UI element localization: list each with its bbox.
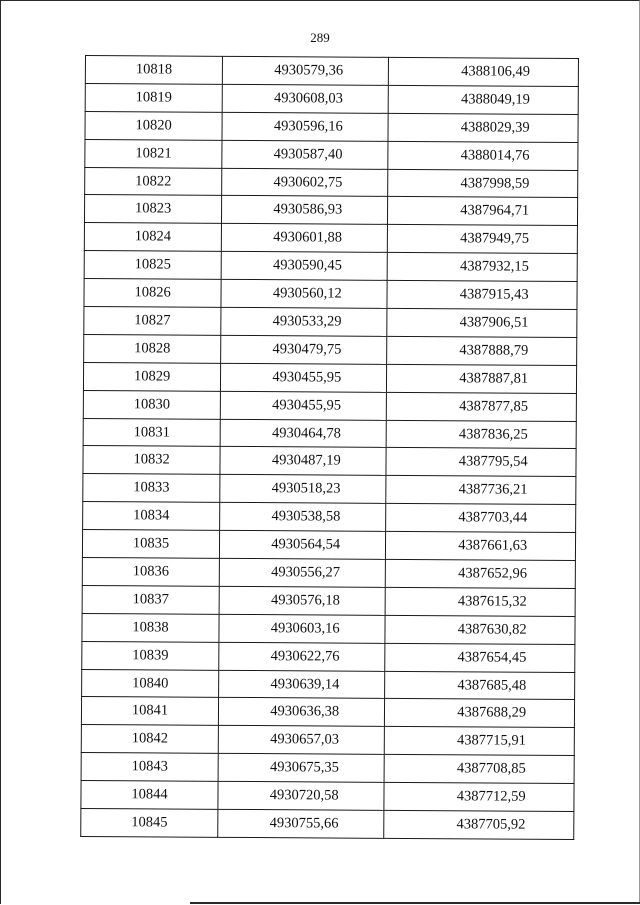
y-coordinate-cell: 4387705,92 <box>384 810 574 839</box>
x-coordinate-cell: 4930538,58 <box>220 503 386 532</box>
point-id-cell: 10843 <box>81 753 218 782</box>
x-coordinate-cell: 4930487,19 <box>220 447 386 476</box>
x-coordinate-cell: 4930464,78 <box>220 419 386 448</box>
table-row <box>82 613 575 644</box>
x-coordinate-cell: 4930675,35 <box>218 754 384 783</box>
table-row <box>83 446 576 477</box>
table-row <box>82 585 575 616</box>
table-row <box>82 669 575 700</box>
point-id-cell: 10829 <box>83 362 220 391</box>
y-coordinate-cell: 4388014,76 <box>388 141 578 170</box>
x-coordinate-cell: 4930755,66 <box>218 809 384 838</box>
point-id-cell: 10840 <box>82 669 219 698</box>
y-coordinate-cell: 4387887,81 <box>387 364 577 393</box>
table-row <box>84 307 577 338</box>
y-coordinate-cell: 4388106,49 <box>389 57 579 86</box>
y-coordinate-cell: 4387615,32 <box>385 587 575 616</box>
table-row <box>81 781 574 812</box>
table-row <box>85 83 578 114</box>
x-coordinate-cell: 4930596,16 <box>222 112 388 141</box>
table-row <box>82 558 575 589</box>
table-row <box>84 195 577 226</box>
point-id-cell: 10833 <box>83 474 220 503</box>
point-id-cell: 10825 <box>84 251 221 280</box>
point-id-cell: 10821 <box>85 139 222 168</box>
y-coordinate-cell: 4387795,54 <box>386 448 576 477</box>
x-coordinate-cell: 4930518,23 <box>220 475 386 504</box>
table-row <box>84 279 577 310</box>
table-row <box>81 697 574 728</box>
y-coordinate-cell: 4387736,21 <box>386 476 576 505</box>
x-coordinate-cell: 4930720,58 <box>218 781 384 810</box>
coordinates-table-body <box>81 56 579 840</box>
x-coordinate-cell: 4930586,93 <box>222 196 388 225</box>
y-coordinate-cell: 4388029,39 <box>388 113 578 142</box>
y-coordinate-cell: 4387685,48 <box>385 671 575 700</box>
point-id-cell: 10844 <box>81 781 218 810</box>
x-coordinate-cell: 4930608,03 <box>222 84 388 113</box>
table-row <box>82 530 575 561</box>
point-id-cell: 10834 <box>83 502 220 531</box>
point-id-cell: 10822 <box>85 167 222 196</box>
table-row <box>85 139 578 170</box>
y-coordinate-cell: 4387715,91 <box>385 727 575 756</box>
point-id-cell: 10838 <box>82 613 219 642</box>
table-row <box>83 390 576 421</box>
point-id-cell: 10831 <box>83 418 220 447</box>
point-id-cell: 10824 <box>84 223 221 252</box>
table-row <box>83 418 576 449</box>
x-coordinate-cell: 4930455,95 <box>220 391 386 420</box>
table-row <box>85 111 578 142</box>
table-row <box>81 753 574 784</box>
y-coordinate-cell: 4387915,43 <box>387 280 577 309</box>
point-id-cell: 10823 <box>84 195 221 224</box>
point-id-cell: 10832 <box>83 446 220 475</box>
y-coordinate-cell: 4387708,85 <box>384 755 574 784</box>
x-coordinate-cell: 4930622,76 <box>219 642 385 671</box>
x-coordinate-cell: 4930576,18 <box>219 586 385 615</box>
y-coordinate-cell: 4387888,79 <box>387 336 577 365</box>
y-coordinate-cell: 4387688,29 <box>385 699 575 728</box>
point-id-cell: 10820 <box>85 111 222 140</box>
y-coordinate-cell: 4387877,85 <box>387 392 577 421</box>
point-id-cell: 10826 <box>84 279 221 308</box>
table-row <box>84 251 577 282</box>
x-coordinate-cell: 4930564,54 <box>220 530 386 559</box>
point-id-cell: 10841 <box>81 697 218 726</box>
point-id-cell: 10830 <box>83 390 220 419</box>
scan-edge-line <box>190 902 640 904</box>
table-row <box>81 725 574 756</box>
table-row <box>81 809 574 840</box>
x-coordinate-cell: 4930556,27 <box>219 558 385 587</box>
x-coordinate-cell: 4930590,45 <box>221 252 387 281</box>
point-id-cell: 10839 <box>82 641 219 670</box>
y-coordinate-cell: 4387998,59 <box>388 169 578 198</box>
table-row <box>84 334 577 365</box>
y-coordinate-cell: 4387906,51 <box>387 308 577 337</box>
coordinates-table <box>80 55 579 840</box>
x-coordinate-cell: 4930479,75 <box>221 335 387 364</box>
table-row <box>83 502 576 533</box>
point-id-cell: 10819 <box>85 83 222 112</box>
y-coordinate-cell: 4387949,75 <box>388 225 578 254</box>
x-coordinate-cell: 4930657,03 <box>218 726 384 755</box>
point-id-cell: 10845 <box>81 809 218 838</box>
table-row <box>85 167 578 198</box>
point-id-cell: 10835 <box>82 530 219 559</box>
point-id-cell: 10818 <box>85 56 222 85</box>
y-coordinate-cell: 4387964,71 <box>388 197 578 226</box>
point-id-cell: 10828 <box>84 334 221 363</box>
page-number: 289 <box>310 30 330 45</box>
x-coordinate-cell: 4930455,95 <box>221 363 387 392</box>
point-id-cell: 10836 <box>82 558 219 587</box>
x-coordinate-cell: 4930603,16 <box>219 614 385 643</box>
x-coordinate-cell: 4930601,88 <box>221 224 387 253</box>
table-row <box>83 474 576 505</box>
table-row <box>85 56 578 87</box>
point-id-cell: 10842 <box>81 725 218 754</box>
y-coordinate-cell: 4387654,45 <box>385 643 575 672</box>
y-coordinate-cell: 4387630,82 <box>385 615 575 644</box>
x-coordinate-cell: 4930533,29 <box>221 307 387 336</box>
x-coordinate-cell: 4930639,14 <box>219 670 385 699</box>
table-row <box>82 641 575 672</box>
y-coordinate-cell: 4387712,59 <box>384 782 574 811</box>
x-coordinate-cell: 4930636,38 <box>219 698 385 727</box>
point-id-cell: 10837 <box>82 585 219 614</box>
x-coordinate-cell: 4930587,40 <box>222 140 388 169</box>
x-coordinate-cell: 4930560,12 <box>221 279 387 308</box>
point-id-cell: 10827 <box>84 307 221 336</box>
table-row <box>84 223 577 254</box>
y-coordinate-cell: 4387652,96 <box>386 559 576 588</box>
x-coordinate-cell: 4930579,36 <box>222 56 388 85</box>
y-coordinate-cell: 4387703,44 <box>386 504 576 533</box>
y-coordinate-cell: 4387661,63 <box>386 531 576 560</box>
table-row <box>83 362 576 393</box>
x-coordinate-cell: 4930602,75 <box>222 168 388 197</box>
y-coordinate-cell: 4387932,15 <box>388 253 578 282</box>
y-coordinate-cell: 4387836,25 <box>386 420 576 449</box>
y-coordinate-cell: 4388049,19 <box>389 85 579 114</box>
